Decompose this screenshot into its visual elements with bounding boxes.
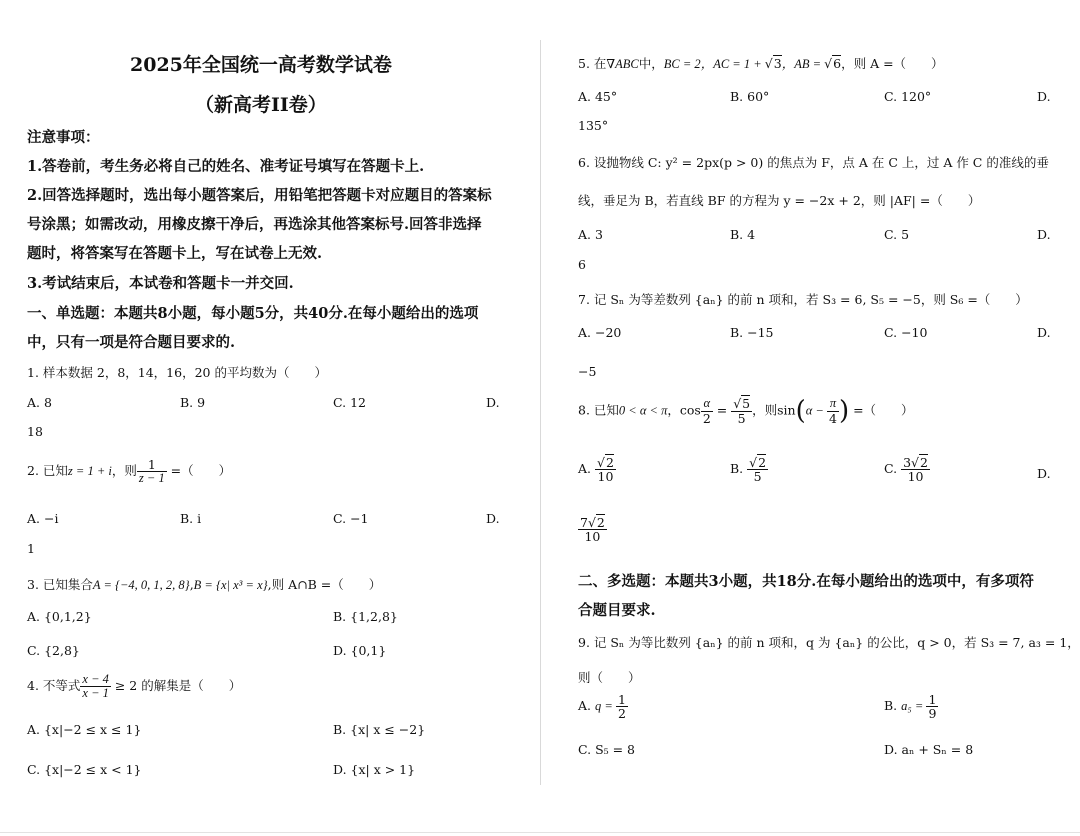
q6-option-b: B. 4 — [730, 227, 756, 242]
section-heading-multi: 合题目要求. — [578, 602, 656, 619]
question-4-stem: 4. 不等式 $\frac{x - 4}{x - 1}$ ≥ 2 的解集是（ ） — [27, 672, 242, 701]
q7-option-d: D. — [1037, 325, 1051, 340]
q3-option-a: A. {0,1,2} — [27, 609, 92, 624]
question-6-stem: 6. 设抛物线 C: y² = 2px(p > 0) 的焦点为 F，点 A 在 C 上，过 A 作 C 的准线的垂 — [578, 155, 1049, 170]
q4-option-d: D. {x| x > 1} — [333, 762, 416, 777]
q6-option-d: D. — [1037, 227, 1051, 242]
q7-option-d-value: −5 — [578, 364, 597, 379]
question-9-then: 则（ ） — [578, 670, 641, 685]
section-heading-multi: 二、多选题：本题共3小题，共18分.在每小题给出的选项中，有多项符 — [578, 573, 1034, 590]
q9-option-c: C. S₅ = 8 — [578, 742, 636, 757]
q1-option-c: C. 12 — [333, 395, 366, 410]
question-7-stem: 7. 记 Sₙ 为等差数列 {aₙ} 的前 n 项和，若 S₃ = 6, S₅ = −5，则 S₆ =（ ） — [578, 292, 1028, 307]
q1-option-d: D. — [486, 395, 500, 410]
section-heading-single: 中，只有一项是符合题目要求的. — [27, 334, 236, 351]
q5-option-c: C. 120° — [884, 89, 932, 104]
question-9-stem: 9. 记 Sₙ 为等比数列 {aₙ} 的前 n 项和，q 为 {aₙ} 的公比，q > 0，若 S₃ = 7, a₃ = 1， — [578, 635, 1080, 650]
q5-option-d-value: 135° — [578, 118, 609, 133]
exam-subtitle: （新高考II卷） — [195, 94, 327, 116]
q8-option-d-value: $\frac{7√2}{10}$ — [580, 515, 605, 545]
question-8-stem: 8. 已知0 < α < π，cos $\frac{\alpha}{2}$ = $\frac{√5}{5}$ ，则sin(α − $\frac{\pi}{4}$ ) =（ ） — [578, 396, 914, 426]
q8-option-d: D. — [1037, 466, 1051, 481]
q8-option-a: A. $\frac{√2}{10}$ — [578, 455, 614, 485]
column-divider — [540, 40, 541, 785]
q1-option-d-value: 18 — [27, 424, 43, 439]
q5-option-a: A. 45° — [578, 89, 618, 104]
q2-option-c: C. −1 — [333, 511, 369, 526]
q5-option-d: D. — [1037, 89, 1051, 104]
q3-option-c: C. {2,8} — [27, 643, 80, 658]
notes-heading: 注意事项： — [27, 129, 100, 146]
bottom-rule — [0, 832, 1080, 833]
q8-option-c: C. $\frac{3√2}{10}$ — [884, 455, 928, 485]
q2-option-d: D. — [486, 511, 500, 526]
q4-option-a: A. {x|−2 ≤ x ≤ 1} — [27, 722, 142, 737]
q2-option-d-value: 1 — [27, 541, 35, 556]
q4-option-b: B. {x| x ≤ −2} — [333, 722, 426, 737]
q1-option-a: A. 8 — [27, 395, 52, 410]
q6-option-a: A. 3 — [578, 227, 603, 242]
section-heading-single: 一、单选题：本题共8小题，每小题5分，共40分.在每小题给出的选项 — [27, 305, 479, 322]
q9-option-a: A. q = $\frac{1}{2}$ — [578, 692, 626, 722]
question-3-stem: 3. 已知集合A = {−4, 0, 1, 2, 8},B = {x| x³ = x},则 A∩B =（ ） — [27, 577, 382, 592]
q8-option-b: B. $\frac{√2}{5}$ — [730, 455, 767, 485]
question-5-stem: 5. 在∇ABC中，BC = 2，AC = 1 + √3，AB = √6，则 A =（ ） — [578, 56, 944, 71]
question-1-stem: 1. 样本数据 2，8，14，16，20 的平均数为（ ） — [27, 365, 327, 380]
q6-option-d-value: 6 — [578, 257, 586, 272]
note-line: 号涂黑；如需改动，用橡皮擦干净后，再选涂其他答案标号.回答非选择 — [27, 216, 482, 233]
note-line: 3.考试结束后，本试卷和答题卡一并交回. — [27, 275, 294, 292]
q1-option-b: B. 9 — [180, 395, 206, 410]
note-line: 1.答卷前，考生务必将自己的姓名、准考证号填写在答题卡上. — [27, 158, 425, 175]
exam-title: 2025年全国统一高考数学试卷 — [130, 54, 392, 76]
q4-option-c: C. {x|−2 ≤ x < 1} — [27, 762, 142, 777]
q6-option-c: C. 5 — [884, 227, 910, 242]
q3-option-b: B. {1,2,8} — [333, 609, 398, 624]
q9-option-d: D. aₙ + Sₙ = 8 — [884, 742, 974, 757]
q3-option-d: D. {0,1} — [333, 643, 387, 658]
q7-option-c: C. −10 — [884, 325, 928, 340]
q5-option-b: B. 60° — [730, 89, 770, 104]
q2-option-a: A. −i — [27, 511, 59, 526]
note-line: 2.回答选择题时，选出每小题答案后，用铅笔把答题卡对应题目的答案标 — [27, 187, 492, 204]
question-6-stem-cont: 线，垂足为 B，若直线 BF 的方程为 y = −2x + 2，则 |AF| =（ ） — [578, 193, 981, 208]
note-line: 题时，将答案写在答题卡上，写在试卷上无效. — [27, 245, 323, 262]
q2-option-b: B. i — [180, 511, 202, 526]
q7-option-a: A. −20 — [578, 325, 622, 340]
q9-option-b: B. a₅ = $\frac{1}{9}$ — [884, 692, 937, 722]
q7-option-b: B. −15 — [730, 325, 774, 340]
question-2-stem: 2. 已知z = 1 + i，则 $\frac{1}{z - 1}$ =（ ） — [27, 457, 232, 486]
